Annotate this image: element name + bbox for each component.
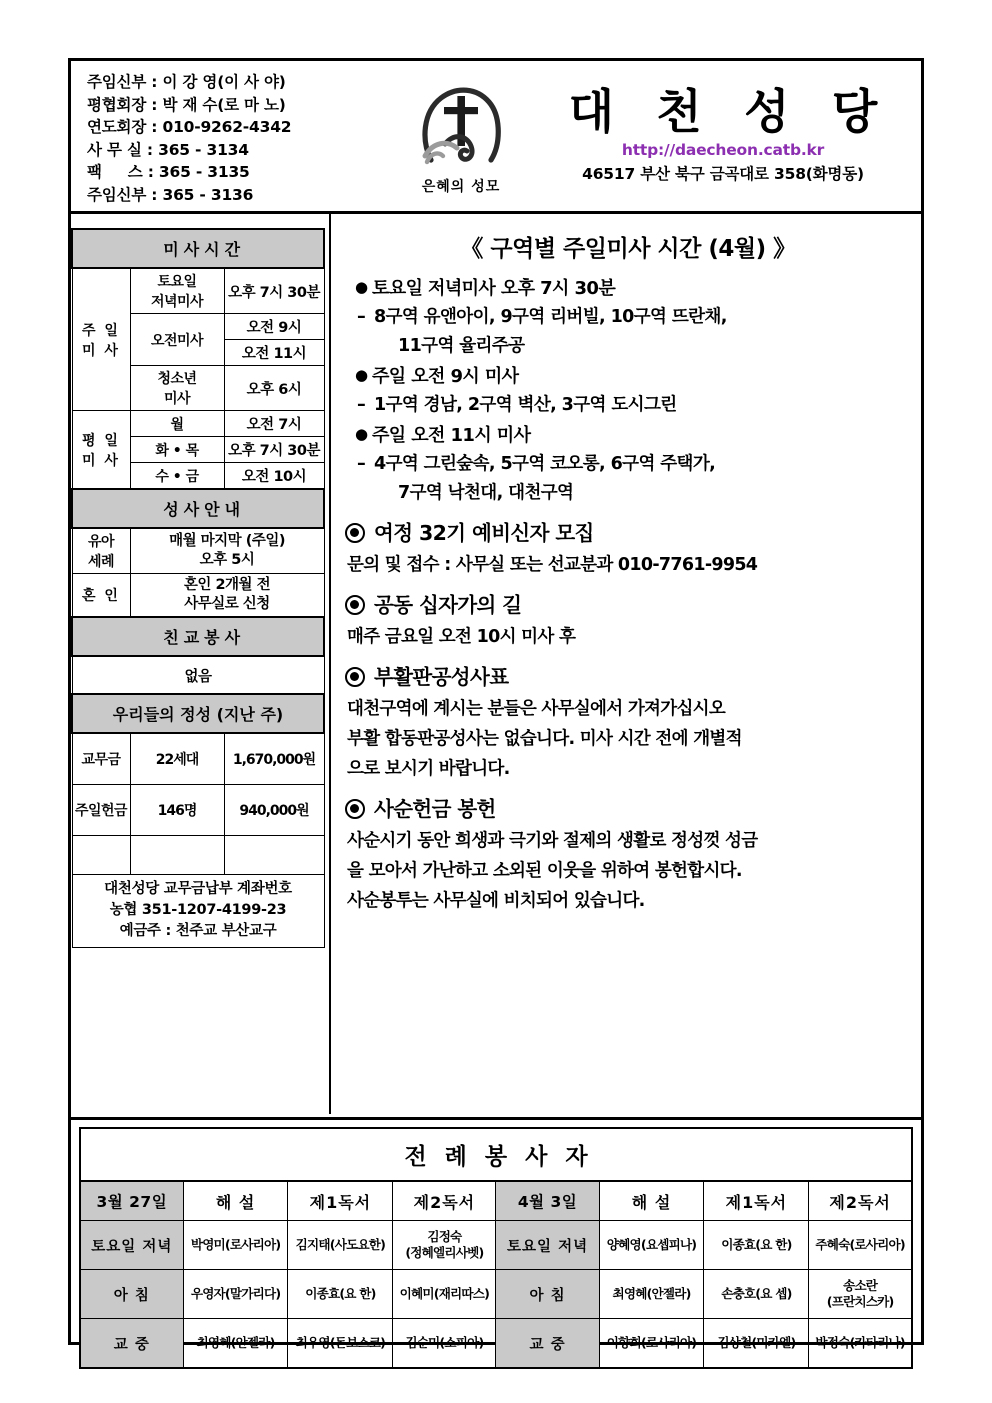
sacrament-section-header-row (72, 489, 324, 528)
notice-3 (345, 795, 911, 916)
notice-heading-1 (345, 591, 911, 619)
morning-mass-time-2: 오전 11시 (224, 340, 324, 366)
notice-heading-text-0: 여정 32기 예비신자 모집 (374, 521, 594, 545)
tue-thu-mass-time: 오후 7시 30분 (224, 437, 324, 463)
youth-mass-label: 청소년 미사 (130, 366, 224, 411)
liturgy-title: 전 례 봉 사 자 (80, 1128, 912, 1181)
liturgy-cell-left-2-0: 최영혜(안젤라) (183, 1319, 288, 1369)
table-row (72, 785, 324, 836)
liturgy-col-reading2-right: 제2독서 (809, 1181, 912, 1221)
liturgy-volunteers-box (68, 1120, 924, 1353)
table-row (72, 574, 324, 618)
liturgy-cell-left-2-2: 김순미(소피아) (393, 1319, 496, 1369)
church-address: 46517 부산 북구 금곡대로 358(화명동) (582, 165, 864, 184)
notice-body-line-3-0: 사순시기 동안 희생과 극기와 절제의 생활로 정성껏 성금 (347, 831, 758, 851)
liturgy-rowlabel-right-0: 토요일 저녁 (496, 1221, 599, 1270)
liturgy-cell-right-0-2: 주혜숙(로사리아) (809, 1221, 912, 1270)
district-cont-0: 11구역 율리주공 (398, 336, 525, 356)
liturgy-rowlabel-left-0: 토요일 저녁 (80, 1221, 183, 1270)
notice-heading-3 (345, 795, 911, 823)
liturgy-header-row (80, 1181, 912, 1221)
notice-heading-text-2: 부활판공성사표 (374, 665, 509, 689)
liturgy-cell-left-0-1: 김지태(사도요한) (288, 1221, 393, 1270)
account-line-0: 대천성당 교무금납부 계좌번호 (104, 881, 292, 897)
district-sub-text-0: 8구역 유앤아이, 9구역 리버빌, 10구역 뜨란채, (374, 307, 727, 327)
district-bullet-0 (345, 273, 911, 303)
sat-evening-mass-time: 오후 7시 30분 (224, 268, 324, 314)
offering-amount-2 (224, 836, 324, 875)
table-row (72, 411, 324, 437)
district-mass-group-1 (345, 361, 911, 420)
offering-amount-0: 1,670,000원 (224, 733, 324, 785)
contact-line-pastor: 주임신부 : 이 강 영(이 사 야) (87, 73, 286, 91)
wed-fri-mass-time: 오전 10시 (224, 463, 324, 490)
title-block (531, 61, 921, 211)
liturgy-rowlabel-left-2: 교 중 (80, 1319, 183, 1369)
district-mass-title: 《 구역별 주일미사 시간 (4월) 》 (460, 236, 796, 262)
bullet-dot-icon: ● (355, 278, 368, 296)
district-sub-text-2: 4구역 그린숲속, 5구역 코오롱, 6구역 주택가, (374, 454, 716, 474)
liturgy-cell-right-1-1: 손충호(요 셉) (704, 1270, 809, 1319)
offering-label-1: 주일헌금 (72, 785, 130, 836)
monday-label: 월 (130, 411, 224, 437)
district-sub-0 (345, 303, 911, 332)
liturgy-cell-left-1-0: 우영자(말가리다) (183, 1270, 288, 1319)
offering-count-2 (130, 836, 224, 875)
youth-mass-time: 오후 6시 (224, 366, 324, 411)
district-cont-2: 7구역 낙천대, 대천구역 (398, 483, 574, 503)
notice-body-line-2-0: 대천구역에 계시는 분들은 사무실에서 가져가십시오 (347, 699, 726, 719)
sacrament-section-title: 성 사 안 내 (72, 489, 324, 528)
district-sub-text-1: 1구역 경남, 2구역 벽산, 3구역 도시그린 (374, 395, 677, 415)
liturgy-col-commentary-right: 해 설 (599, 1181, 704, 1221)
contact-line-pastor-phone: 주임신부 : 365 - 3136 (87, 185, 254, 204)
liturgy-cell-right-0-1: 이종효(요 한) (704, 1221, 809, 1270)
contact-line-yeondo: 연도회장 : 010-9262-4342 (87, 118, 292, 136)
right-column (329, 214, 921, 1114)
notice-1 (345, 591, 911, 652)
infant-baptism-info: 매월 마지막 (주일) 오후 5시 (130, 528, 324, 574)
district-sub-2 (345, 450, 911, 479)
liturgy-rowlabel-right-2: 교 중 (496, 1319, 599, 1369)
dash-icon: – (357, 395, 366, 415)
liturgy-date-left: 3월 27일 (80, 1181, 183, 1221)
liturgy-cell-left-1-2: 이혜미(재리따스) (393, 1270, 496, 1319)
district-mass-group-2 (345, 420, 911, 508)
notice-body-line-3-2: 사순봉투는 사무실에 비치되어 있습니다. (347, 891, 645, 911)
liturgy-date-right: 4월 3일 (496, 1181, 599, 1221)
offering-section-header-row (72, 694, 324, 733)
liturgy-col-reading1-left: 제1독서 (288, 1181, 393, 1221)
offering-section-title: 우리들의 정성 (지난 주) (72, 694, 324, 733)
offering-count-1: 146명 (130, 785, 224, 836)
tue-thu-label: 화 • 목 (130, 437, 224, 463)
account-line-2: 예금주 : 천주교 부산교구 (119, 923, 277, 939)
table-row (72, 268, 324, 314)
table-row (72, 656, 324, 694)
table-row (72, 836, 324, 875)
mass-section-title: 미 사 시 간 (72, 229, 324, 268)
liturgy-cell-right-2-0: 이향희(로사리아) (599, 1319, 704, 1369)
liturgy-rowlabel-left-1: 아 침 (80, 1270, 183, 1319)
liturgy-col-reading1-right: 제1독서 (704, 1181, 809, 1221)
morning-mass-label: 오전미사 (130, 314, 224, 366)
morning-mass-time-1: 오전 9시 (224, 314, 324, 340)
district-bullet-text-0: 토요일 저녁미사 오후 7시 30분 (372, 278, 616, 299)
table-row (72, 733, 324, 785)
liturgy-cell-left-1-1: 이종효(요 한) (288, 1270, 393, 1319)
madonna-of-grace-logo-icon (415, 82, 507, 174)
fellowship-section-header-row (72, 617, 324, 656)
offering-label-2 (72, 836, 130, 875)
notice-2 (345, 663, 911, 784)
fellowship-section-title: 친 교 봉 사 (72, 617, 324, 656)
bullet-dot-icon: ● (355, 425, 368, 443)
monday-mass-time: 오전 7시 (224, 411, 324, 437)
liturgy-title-row (80, 1128, 912, 1181)
infant-baptism-label: 유아 세례 (72, 528, 130, 574)
liturgy-cell-left-2-1: 최우영(돈보스코) (288, 1319, 393, 1369)
wed-fri-label: 수 • 금 (130, 463, 224, 490)
contact-block (71, 61, 391, 211)
bullseye-icon (345, 667, 365, 687)
district-bullet-text-1: 주일 오전 9시 미사 (372, 366, 519, 387)
liturgy-cell-left-0-2: 김정숙 (정혜엘리사벳) (393, 1221, 496, 1270)
logo-caption: 은혜의 성모 (421, 179, 501, 195)
weekday-mass-label: 평 일 미 사 (72, 411, 130, 490)
notice-heading-text-3: 사순헌금 봉헌 (374, 797, 496, 821)
liturgy-cell-left-0-0: 박영미(로사리아) (183, 1221, 288, 1270)
contact-line-council: 평협회장 : 박 재 수(로 마 노) (87, 95, 286, 114)
contact-line-office: 사 무 실 : 365 - 3134 (87, 140, 249, 159)
church-website-url[interactable]: http://daecheon.catb.kr (621, 141, 825, 160)
district-mass-group-0 (345, 273, 911, 361)
liturgy-cell-right-2-2: 박정숙(카타리나) (809, 1319, 912, 1369)
table-row (72, 528, 324, 574)
table-row (80, 1221, 912, 1270)
table-row (80, 1319, 912, 1369)
offering-label-0: 교무금 (72, 733, 130, 785)
liturgy-cell-right-1-0: 최영혜(안젤라) (599, 1270, 704, 1319)
sat-evening-mass-label: 토요일 저녁미사 (130, 268, 224, 314)
notice-body-line-0-0: 문의 및 접수 : 사무실 또는 선교분과 010-7761-9954 (347, 555, 758, 575)
offering-amount-1: 940,000원 (224, 785, 324, 836)
body-box (68, 214, 924, 1120)
marriage-label: 혼 인 (72, 574, 130, 618)
sunday-mass-label: 주 일 미 사 (72, 268, 130, 411)
fellowship-value: 없음 (72, 656, 324, 694)
table-row (80, 1270, 912, 1319)
liturgy-cell-right-1-2: 송소란 (프란치스카) (809, 1270, 912, 1319)
account-info-row (72, 875, 324, 948)
left-column (71, 228, 323, 948)
bullseye-icon (345, 799, 365, 819)
bullseye-icon (345, 595, 365, 615)
notice-body-line-1-0: 매주 금요일 오전 10시 미사 후 (347, 627, 576, 647)
district-bullet-2 (345, 420, 911, 450)
liturgy-col-commentary-left: 해 설 (183, 1181, 288, 1221)
left-info-table (71, 228, 325, 948)
logo-block (391, 61, 531, 211)
notice-heading-2 (345, 663, 911, 691)
dash-icon: – (357, 454, 366, 474)
account-info (72, 875, 324, 948)
liturgy-volunteers-table (79, 1127, 913, 1369)
church-name: 대 천 성 당 (568, 84, 891, 140)
dash-icon: – (357, 307, 366, 327)
account-line-1: 농협 351-1207-4199-23 (109, 902, 287, 918)
bullseye-icon (345, 523, 365, 543)
contact-line-fax: 팩 스 : 365 - 3135 (87, 163, 250, 181)
notice-0 (345, 519, 911, 580)
district-sub-1 (345, 391, 911, 420)
header-box (68, 58, 924, 214)
marriage-info: 혼인 2개월 전 사무실로 신청 (130, 574, 324, 618)
liturgy-cell-right-0-0: 양혜영(요셉피나) (599, 1221, 704, 1270)
mass-section-header-row (72, 229, 324, 268)
district-bullet-text-2: 주일 오전 11시 미사 (372, 425, 531, 446)
offering-count-0: 22세대 (130, 733, 224, 785)
liturgy-cell-right-2-1: 김상철(미카엘) (704, 1319, 809, 1369)
notice-body-line-3-1: 을 모아서 가난하고 소외된 이웃을 위하여 봉헌합시다. (347, 861, 742, 881)
notice-heading-0 (345, 519, 911, 547)
liturgy-col-reading2-left: 제2독서 (393, 1181, 496, 1221)
notice-body-line-2-2: 으로 보시기 바랍니다. (347, 759, 510, 779)
bullet-dot-icon: ● (355, 366, 368, 384)
liturgy-rowlabel-right-1: 아 침 (496, 1270, 599, 1319)
notice-body-line-2-1: 부활 합동판공성사는 없습니다. 미사 시간 전에 개별적 (347, 729, 742, 749)
district-bullet-1 (345, 361, 911, 391)
notice-heading-text-1: 공동 십자가의 길 (374, 593, 522, 617)
